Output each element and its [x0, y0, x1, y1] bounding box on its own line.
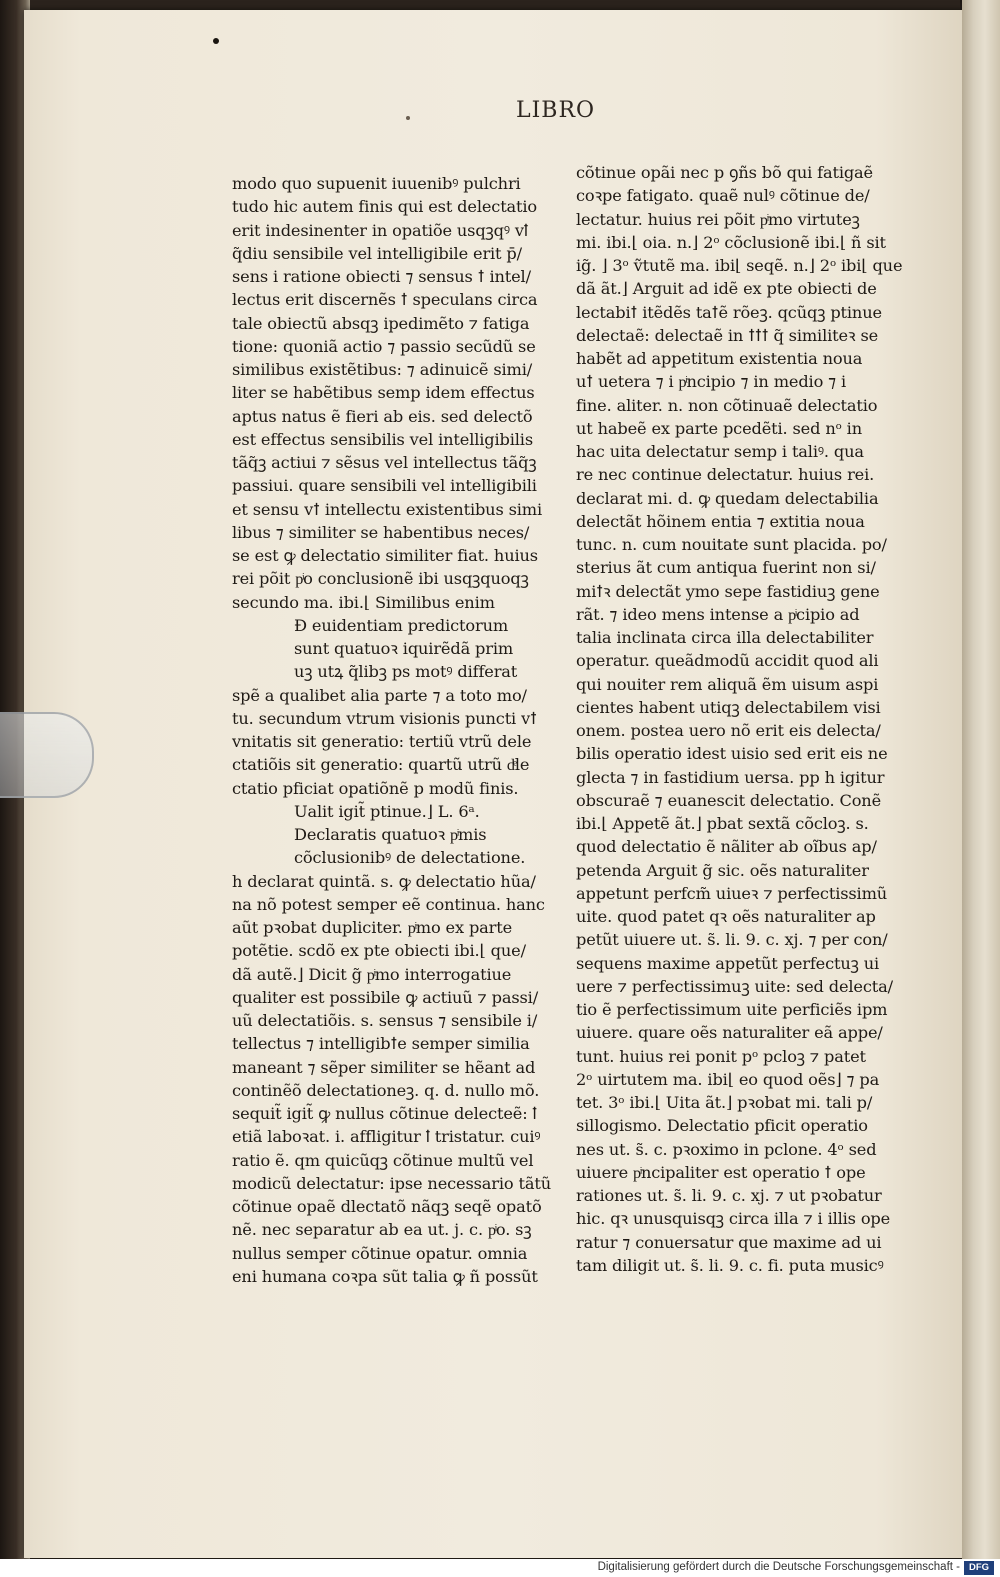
text-line: ratio ẽ. qm quicũqꝫ cõtinue multũ vel [232, 1150, 534, 1170]
text-line: habẽt ad appetitum existentia noua [576, 349, 863, 368]
text-line: similibus existẽtibus: ⁊ adinuicẽ simi/ [232, 360, 533, 379]
text-line: rãt. ⁊ ideo mens intense a pͥcipio ad [576, 604, 860, 624]
text-line: re nec continue delectatur. huius rei. [576, 465, 875, 485]
text-line: sens i ratione obiecti ⁊ sensus ꝉ intel/ [232, 267, 531, 286]
text-line: cõtinue opãi nec p ꝯñs bõ qui fatigaẽ [576, 163, 873, 182]
text-line: se est ꝙ delectatio similiter fiat. huius [232, 546, 538, 565]
text-line: delectaẽ: delectaẽ in ꝉꝉꝉ q̃ similiteꝛ se [576, 325, 879, 345]
text-line: rei põit pͥo conclusionẽ ibi usqꝫquoqꝫ [232, 569, 529, 589]
text-line: fine. aliter. n. non cõtinuaẽ delectatio [576, 395, 878, 415]
text-line: tet. 3ᵒ ibi.⌊ Uita ãt.⌋ pꝛobat mi. tali p/ [576, 1093, 873, 1112]
text-line: nes ut. s̃. c. pꝛoximo in pclone. 4ᵒ sed [576, 1139, 877, 1159]
text-line: dã autẽ.⌋ Dicit g̃ pͥmo interrogatiue [232, 964, 512, 984]
text-line: vnitatis sit generatio: tertiũ vtrũ dele [232, 732, 532, 751]
text-line: sillogismo. Delectatio pficit operatio [576, 1116, 868, 1136]
dfg-logo: DFG [964, 1561, 994, 1575]
text-line: operatur. queãdmodũ accidit quod ali [576, 651, 879, 671]
text-line: miꝉꝛ delectãt ymo sepe fastidiuꝫ gene [576, 581, 880, 601]
text-line: sequit̃ igit̃ ꝙ nullus cõtinue delecteẽ: ꝉ [232, 1104, 537, 1123]
text-line: nullus semper cõtinue opatur. omnia [232, 1243, 528, 1263]
text-line: tione: quoniã actio ⁊ passio secũdũ se [232, 336, 536, 356]
text-line: sterius ãt cum antiqua fuerint non si/ [576, 558, 876, 578]
text-line: uiuere. quare oẽs naturaliter eã appe/ [576, 1023, 883, 1043]
text-line: petenda Arguit g̃ sic. oẽs naturaliter [576, 860, 869, 880]
text-line: declarat mi. d. ꝙ quedam delectabilia [576, 488, 879, 508]
text-line: cõtinue opaẽ dlectatõ nãqꝫ seqẽ opatõ [232, 1197, 542, 1216]
text-line: libus ⁊ similiter se habentibus neces/ [232, 522, 530, 542]
text-line: rationes ut. s̃. li. 9. c. xj. ⁊ ut pꝛobatur [576, 1186, 882, 1205]
text-line: modo quo supuenit iuuenibꝰ pulchri [232, 174, 521, 193]
text-line: uꝉ uetera ⁊ i pͥncipio ⁊ in medio ⁊ i [576, 372, 847, 392]
text-line: aptus natus ẽ fieri ab eis. sed delectõ [232, 406, 533, 426]
ink-mark [406, 116, 410, 120]
text-line: sunt quatuoꝛ iquirẽdã prim [294, 639, 514, 658]
text-line: passiui. quare sensibili vel intelligibili [232, 476, 537, 496]
text-line: etiã laboꝛat. i. affligitur ꝉ tristatur. cuiꝰ [232, 1127, 541, 1147]
text-line: Ð euidentiam predictorum [294, 615, 509, 635]
text-line: glecta ⁊ in fastidium uersa. pp h igitur [576, 767, 885, 787]
text-line: quod delectatio ẽ nãliter ab oĩbus ap/ [576, 837, 877, 857]
text-line: ctatiõis sit generatio: quartũ utrũ dͤle [232, 755, 530, 775]
text-line: est effectus sensibilis vel intelligibilis [232, 429, 533, 449]
text-line: ig̃. ⌋ 3ᵒ ṽtutẽ ma. ibi⌊ seqẽ. n.⌋ 2ᵒ ibi⌊ que [576, 256, 903, 275]
text-line: sequens maxime appetũt perfectuꝫ ui [576, 953, 880, 973]
text-line: qualiter est possibile ꝙ actiuũ ⁊ passi/ [232, 987, 539, 1007]
running-head: LIBRO [516, 98, 596, 123]
text-line: hac uita delectatur semp i taliꝰ. qua [576, 442, 864, 461]
text-line: petũt uiuere ut. s̃. li. 9. c. xj. ⁊ per con/ [576, 930, 888, 950]
text-line: onem. postea uero nõ erit eis delecta/ [576, 721, 881, 740]
text-line: ut habeẽ ex parte pcedẽti. sed nᵒ in [576, 418, 862, 438]
text-line: q̃diu sensibile vel intelligibile erit p̄/ [232, 243, 522, 263]
text-line: tu. secundum vtrum visionis puncti vꝉ [232, 708, 537, 728]
text-line: spẽ a qualibet alia parte ⁊ a toto mo/ [232, 685, 527, 705]
text-line: potẽtie. scdõ ex pte obiecti ibi.⌊ que/ [232, 941, 526, 961]
text-column-right [576, 161, 903, 1277]
text-line: na nõ potest semper eẽ continua. hanc [232, 894, 545, 914]
text-line: ctatio pficiat opatiõnẽ p modũ finis. [232, 778, 519, 798]
text-line: mi. ibi.⌊ oia. n.⌋ 2ᵒ cõclusionẽ ibi.⌊ ñ sit [576, 232, 886, 252]
text-line: Ualit igit̃ ptinue.⌋ L. 6ᵃ. [294, 801, 480, 821]
text-line: ratur ⁊ conuersatur que maxime ad ui [576, 1232, 882, 1252]
text-line: ibi.⌊ Appetẽ ãt.⌋ pbat sextã cõcloꝫ. s. [576, 814, 869, 833]
text-line: uiuere pͥncipaliter est operatio ꝉ ope [576, 1162, 866, 1182]
text-line: coꝛpe fatigato. quaẽ nulꝰ cõtinue de/ [576, 186, 870, 206]
text-line: tale obiectũ absqꝫ ipedimẽto ⁊ fatiga [232, 313, 530, 333]
text-line: Declaratis quatuoꝛ pͥmis [294, 825, 487, 844]
text-line: eni humana coꝛpa sũt talia ꝙ ñ possũt [232, 1266, 538, 1286]
text-line: tio ẽ perfectissimum uite perficiẽs ipm [576, 1000, 888, 1019]
text-line: tunt. huius rei ponit pᵒ pcloꝫ ⁊ patet [576, 1046, 866, 1066]
text-line: uite. quod patet qꝛ oẽs naturaliter ap [576, 907, 876, 926]
text-line: cientes habent utiqꝫ delectabilem visi [576, 697, 881, 717]
text-line: secundo ma. ibi.⌊ Similibus enim [232, 592, 495, 612]
text-line: cõclusionibꝰ de delectatione. [294, 848, 526, 868]
text-line: erit indesinenter in opatiõe usqꝫqꝰ vꝉ [232, 220, 528, 240]
text-line: uere ⁊ perfectissimuꝫ uite: sed delecta/ [576, 976, 893, 996]
funding-credit: Digitalisierung gefördert durch die Deutsche Forschungsgemeinschaft - [597, 1561, 960, 1573]
ink-mark [213, 38, 219, 44]
text-line: nẽ. nec separatur ab ea ut. j. c. pͥo. sꝫ [232, 1220, 532, 1240]
text-line: uũ delectatiõis. s. sensus ⁊ sensibile i/ [232, 1011, 538, 1030]
next-page-edge [962, 0, 1000, 1560]
text-line: maneant ⁊ sẽper similiter se hẽant ad [232, 1057, 536, 1077]
text-line: delectãt hõinem entia ⁊ extitia noua [576, 511, 865, 531]
text-line: tãq̃ꝫ actiui ⁊ sẽsus vel intellectus tãq̃ꝫ [232, 453, 537, 472]
text-line: talia inclinata circa illa delectabiliter [576, 628, 874, 647]
text-line: et sensu vꝉ intellectu existentibus simi [232, 499, 543, 519]
text-line: h declarat quintã. s. ꝙ delectatio hũa/ [232, 871, 536, 891]
text-line: hic. qꝛ unusquisqꝫ circa illa ⁊ i illis ope [576, 1209, 891, 1229]
text-line: tudo hic autem finis qui est delectatio [232, 197, 538, 217]
text-line: bilis operatio idest uisio sed erit eis ne [576, 744, 888, 764]
text-line: 2ᵒ uirtutem ma. ibi⌊ eo quod oẽs⌋ ⁊ pa [576, 1069, 880, 1089]
text-column-left [232, 172, 562, 1288]
text-line: qui nouiter rem aliquã ẽm uisum aspi [576, 674, 879, 694]
text-line: lectabiꝉ itẽdẽs taꝉẽ rõeꝫ. qcũqꝫ ptinue [576, 302, 882, 322]
text-line: modicũ delectatur: ipse necessario tãtũ [232, 1173, 551, 1193]
text-line: lectatur. huius rei põit pͥmo virtuteꝫ [576, 209, 860, 229]
text-line: aũt pꝛobat dupliciter. pͥmo ex parte [232, 918, 513, 937]
text-line: lectus erit discernẽs ꝉ speculans circa [232, 290, 538, 310]
text-line: obscuraẽ ⁊ euanescit delectatio. Conẽ [576, 790, 882, 810]
text-line: tam diligit ut. s̃. li. 9. c. fi. puta musicꝰ [576, 1255, 884, 1275]
text-line: continẽõ delectationeꝫ. q. d. nullo mõ. [232, 1080, 540, 1100]
bookmark-slip [0, 712, 94, 798]
text-line: appetunt perfcm̃ uiueꝛ ⁊ perfectissimũ [576, 883, 888, 903]
text-line: tunc. n. cum nouitate sunt placida. po/ [576, 535, 887, 554]
text-line: tellectus ⁊ intelligibꝉe semper similia [232, 1034, 530, 1054]
text-line: uꝫ utꝝ q̃libꝫ ps motꝰ differat [294, 662, 518, 682]
text-line: liter se habẽtibus semp idem effectus [232, 383, 535, 403]
text-line: dã ãt.⌋ Arguit ad idẽ ex pte obiecti de [576, 279, 877, 299]
